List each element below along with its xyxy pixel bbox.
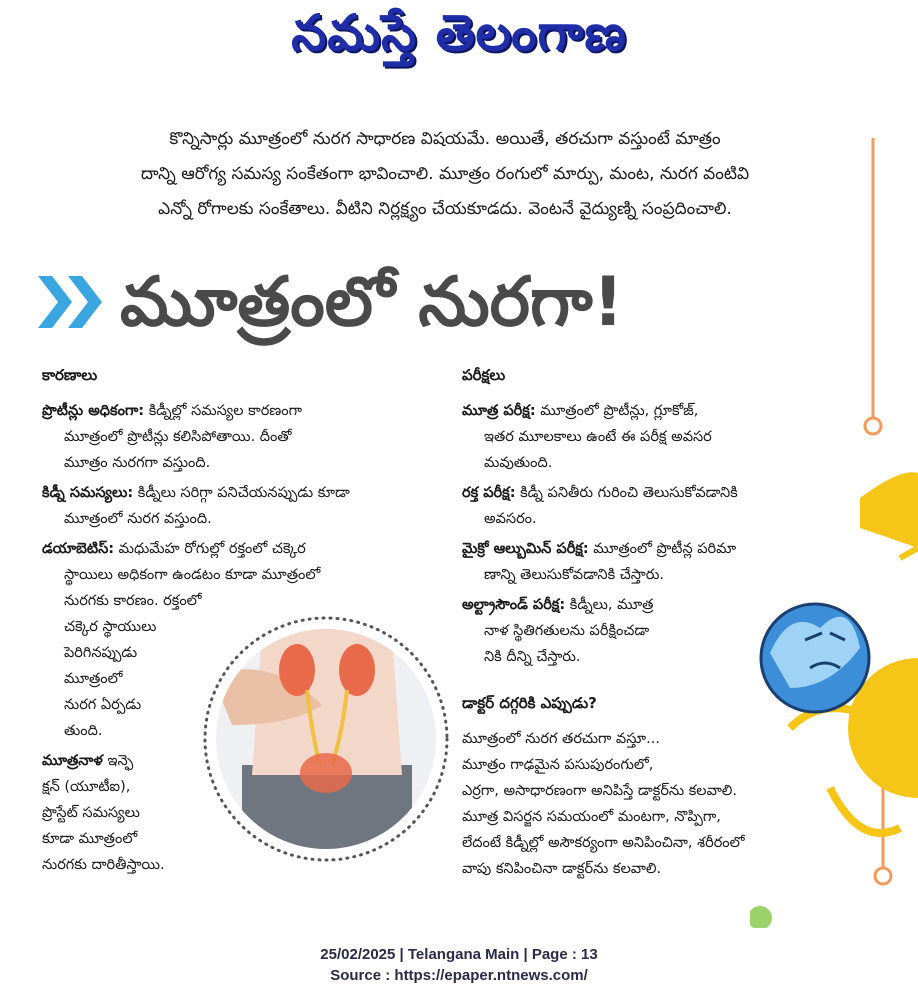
intro-paragraph <box>30 122 860 227</box>
tests-heading: పరీక్షలు <box>462 366 506 384</box>
causes-heading: కారణాలు <box>42 366 98 384</box>
cause-line: చక్కెర స్థాయులు <box>64 619 157 635</box>
test-item: మూత్ర పరీక్ష: మూత్రంలో ప్రొటీన్లు, గ్లూకోజ్, <box>462 403 699 419</box>
test-line: నాళ స్థితిగతులను పరీక్షించడా <box>484 623 650 639</box>
test-line: అవసరం. <box>484 511 537 527</box>
footer-source-line: Source : https://epaper.ntnews.com/ <box>330 967 588 984</box>
intro-line: దాన్ని ఆరోగ్య సమస్య సంకేతంగా భావించాలి. మూత్రం రంగులో మార్పు, మంట, నురగ వంటివి <box>140 164 750 184</box>
cause-line: నురగకు దారితీస్తాయి. <box>42 857 165 873</box>
doctor-line: లేదంటే కిడ్నీల్లో అసౌకర్యంగా అనిపించినా, శరీరంలో <box>462 835 745 851</box>
doctor-line: మూత్ర విసర్జన సమయంలో మంటగా, నొప్పిగా, <box>462 809 721 825</box>
cause-line: స్థాయిలు అధికంగా ఉండటం కూడా మూత్రంలో <box>64 567 321 583</box>
test-line: ణాన్ని తెలుసుకోవడానికి చేస్తారు. <box>484 567 664 583</box>
intro-line: ఎన్నో రోగాలకు సంకేతాలు. వీటిని నిర్లక్ష్యం చేయకూడదు. వెంటనే వైద్యుణ్ని సంప్రదించాలి. <box>158 199 732 219</box>
test-line: నికి దీన్ని చేస్తారు. <box>484 649 581 665</box>
cause-item: మూత్రనాళ ఇన్ఫె <box>42 753 134 769</box>
cause-line: మూత్రంలో <box>64 671 123 687</box>
cause-line: మూత్రం నురగగా వస్తుంది. <box>64 455 211 471</box>
test-item: రక్త పరీక్ష: కిడ్నీ పనితీరు గురించి తెలుసుకోవడానికి <box>462 485 738 501</box>
cause-line: మూత్రంలో ప్రొటీన్లు కలిసిపోతాయి. దీంతో <box>64 429 292 445</box>
kidney-illustration <box>202 615 450 863</box>
cause-item: డయాబెటిస్: మధుమేహ రోగుల్లో రక్తంలో చక్కెర <box>42 541 306 557</box>
cause-item: ప్రొటీన్లు అధికంగా: కిడ్నీల్లో సమస్యల కారణంగా <box>42 403 302 419</box>
cause-line: నురగకు కారణం. రక్తంలో <box>64 593 202 609</box>
test-item: మైక్రో ఆల్బుమిన్ పరీక్ష: మూత్రంలో ప్రొటీన్ల పరిమా <box>462 541 737 557</box>
test-item: అల్ట్రాసౌండ్ పరీక్ష: కిడ్నీలు, మూత్ర <box>462 597 654 613</box>
intro-line: కొన్నిసార్లు మూత్రంలో నురగ సాధారణ విషయమే. అయితే, తరచుగా వస్తుంటే మాత్రం <box>169 129 721 149</box>
cause-line: పెరిగినప్పుడు <box>64 645 138 661</box>
double-chevron-icon <box>38 270 108 334</box>
doctor-line: వాపు కనిపించినా డాక్టర్‌ను కలవాలి. <box>462 861 662 877</box>
headline: మూత్రంలో నురగా! <box>120 263 624 342</box>
cause-line: క్షన్ (యూటీఐ), <box>42 779 131 795</box>
cause-line: మూత్రంలో నురగ వస్తుంది. <box>64 511 212 527</box>
doctor-line: మూత్రం గాఢమైన పసుపురంగులో, <box>462 757 654 773</box>
cause-line: కూడా మూత్రంలో <box>42 831 138 847</box>
doctor-line: ఎర్రగా, అసాధారణంగా అనిపిస్తే డాక్టర్‌ను కలవాలి. <box>462 783 738 799</box>
cause-line: ప్రొస్టేట్ సమస్యలు <box>42 805 140 821</box>
doctor-heading: డాక్టర్ దగ్గరికి ఎప్పుడు? <box>462 694 597 712</box>
cause-line: నురగ ఏర్పడు <box>64 697 142 713</box>
footer-date-line: 25/02/2025 | Telangana Main | Page : 13 <box>320 946 598 963</box>
doctor-line: మూత్రంలో నురగ తరచుగా వస్తూ... <box>462 731 660 747</box>
masthead: నమస్తే తెలంగాణ <box>291 4 627 62</box>
cause-item: కిడ్నీ సమస్యలు: కిడ్నీలు సరిగ్గా పనిచేయనప్పుడు కూడా <box>42 485 350 501</box>
cause-line: తుంది. <box>64 723 103 739</box>
page-footer <box>0 944 918 986</box>
test-line: మవుతుంది. <box>484 455 553 471</box>
decorative-kidney-cartoon <box>750 128 918 928</box>
test-line: ఇతర మూలకాలు ఉంటే ఈ పరీక్ష అవసర <box>484 429 712 445</box>
